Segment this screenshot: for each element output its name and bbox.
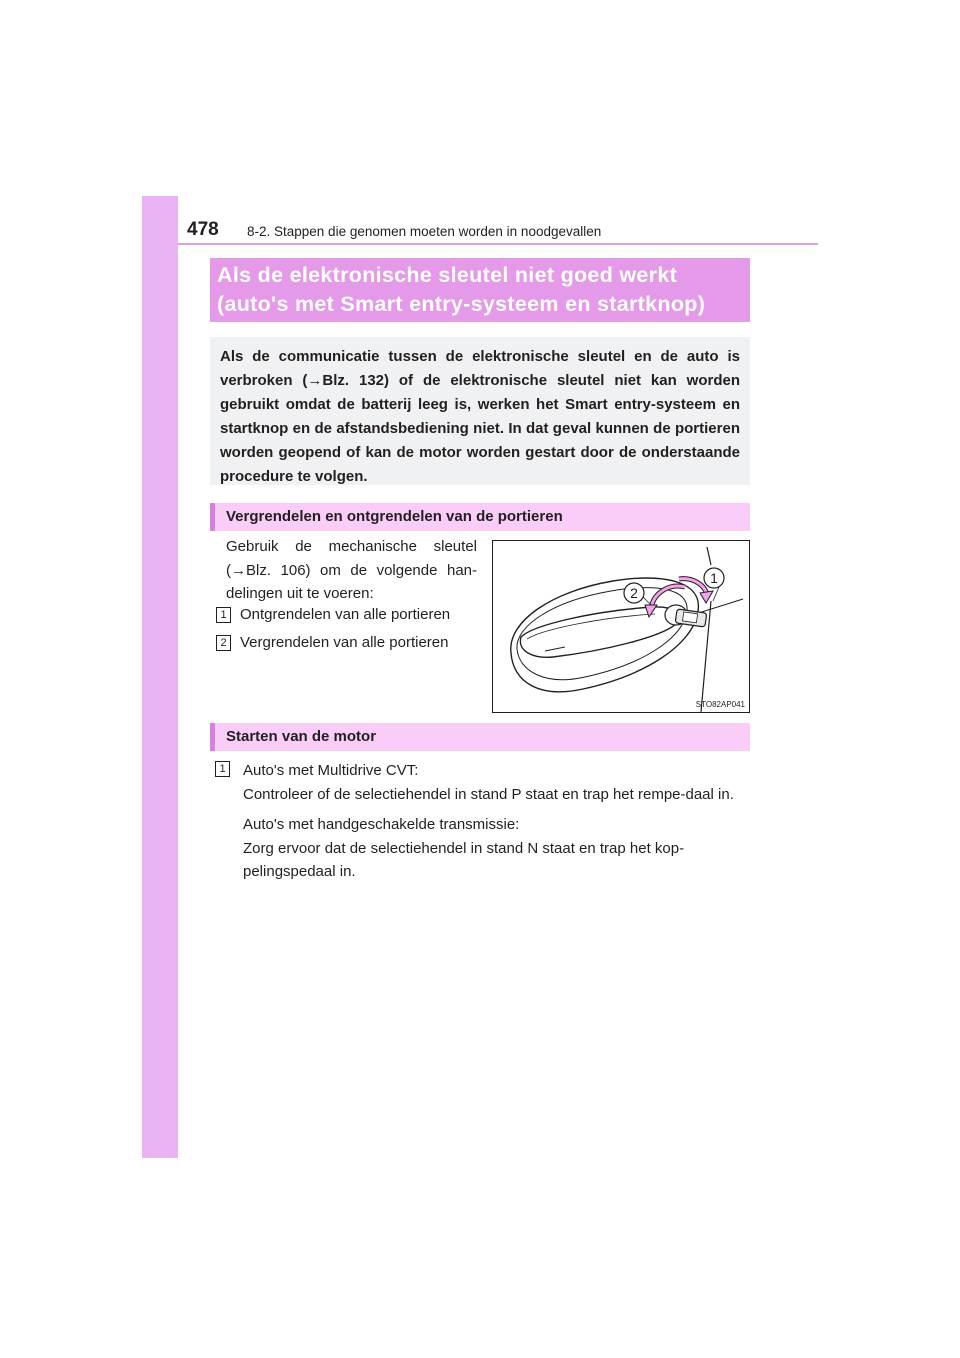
lock-section-heading: Vergrendelen en ontgrendelen van de portieren <box>210 503 750 531</box>
title-line-2: (auto's met Smart entry-systeem en startknop) <box>217 292 706 316</box>
list-item <box>216 605 450 625</box>
item-label: Ontgrendelen van alle portieren <box>240 606 451 623</box>
step-number: 1 <box>215 761 230 777</box>
paragraph-action: Controleer of de selectiehendel in stand P staat en trap het rempe-daal in. <box>243 785 734 803</box>
callout-1: 1 <box>710 570 718 586</box>
page-title <box>210 258 750 322</box>
list-item <box>216 633 448 653</box>
start-instructions <box>243 759 753 891</box>
instruction-paragraph <box>243 813 753 884</box>
intro-summary: Als de communicatie tussen de elektronische sleutel en de auto is verbroken (→Blz. 132) of de elektronische sleutel niet kan worden gebruikt omdat de batterij leeg is, werken het Smart entry-systeem en startknop en de afstandsbediening niet. In dat geval kunnen de portieren worden geopend of kan de motor worden gestart door de onderstaande procedure te volgen. <box>210 337 750 485</box>
instruction-paragraph <box>243 759 753 806</box>
page-number: 478 <box>187 219 219 240</box>
paragraph-condition: Auto's met handgeschakelde transmissie: <box>243 816 520 833</box>
door-handle-drawing <box>493 541 749 712</box>
section-header: 8-2. Stappen die genomen moeten worden in noodgevallen <box>247 224 602 239</box>
lock-instructions: Gebruik de mechanische sleutel (→Blz. 106) om de volgende han-delingen uit te voeren: <box>226 538 477 602</box>
figure-code: STO82AP041 <box>695 700 745 709</box>
header-divider <box>178 243 818 245</box>
door-handle-illustration <box>492 540 750 713</box>
callout-2: 2 <box>630 585 638 601</box>
item-number: 1 <box>216 607 231 623</box>
item-label: Vergrendelen van alle portieren <box>240 634 449 651</box>
chapter-tab-sidebar <box>142 196 178 1158</box>
paragraph-action: Zorg ervoor dat de selectiehendel in stand N staat en trap het kop-pelingspedaal in. <box>243 839 685 880</box>
item-number: 2 <box>216 635 231 651</box>
title-line-1: Als de elektronische sleutel niet goed werkt <box>217 263 678 287</box>
start-section-heading: Starten van de motor <box>210 723 750 751</box>
paragraph-condition: Auto's met Multidrive CVT: <box>243 762 419 779</box>
